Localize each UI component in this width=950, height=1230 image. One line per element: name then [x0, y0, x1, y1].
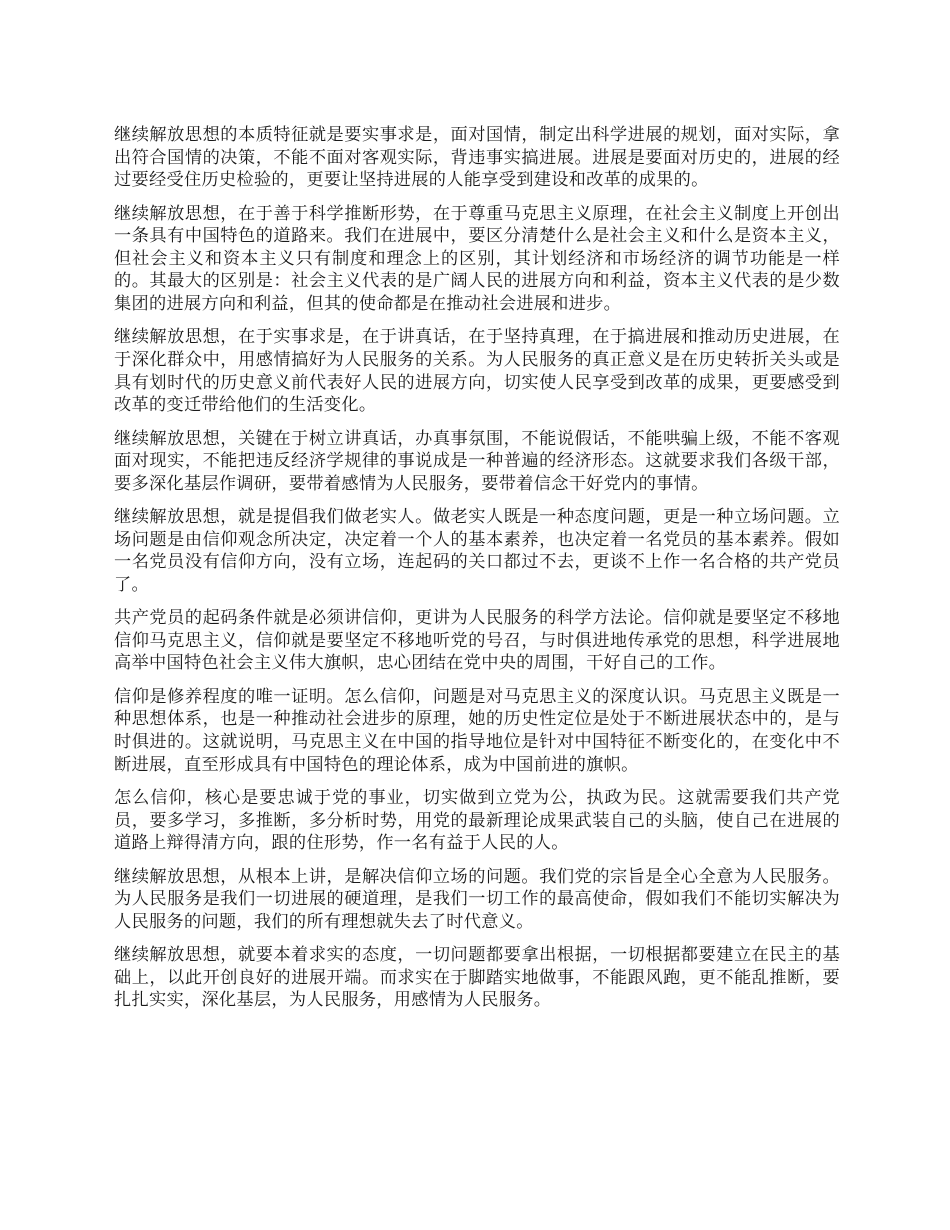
- document-body: [114, 124, 840, 1023]
- paragraph-1: 继续解放思想的本质特征就是要实事求是，面对国情，制定出科学进展的规划，面对实际，拿出符合国情的决策，不能不面对客观实际，背违事实搞进展。进展是要面对历史的，进展的经过要经受住历史检验的，更要让坚持进展的人能享受到建设和改革的成果的。: [114, 125, 840, 191]
- paragraph-3: 继续解放思想，在于实事求是，在于讲真话，在于坚持真理，在于搞进展和推动历史进展，在于深化群众中，用感情搞好为人民服务的关系。为人民服务的真正意义是在历史转折关头或是具有划时代的历史意义前代表好人民的进展方向，切实使人民享受到改革的成果，更要感受到改革的变迁带给他们的生活变化。: [114, 327, 840, 416]
- paragraph-5: 继续解放思想，就是提倡我们做老实人。做老实人既是一种态度问题，更是一种立场问题。立场问题是由信仰观念所决定，决定着一个人的基本素养，也决定着一名党员的基本素养。假如一名党员没有信仰方向，没有立场，连起码的关口都过不去，更谈不上作一名合格的共产党员了。: [114, 507, 840, 595]
- paragraph-8: 怎么信仰，核心是要忠诚于党的事业，切实做到立党为公，执政为民。这就需要我们共产党员，要多学习，多推断，多分析时势，用党的最新理论成果武装自己的头脑，使自己在进展的道路上辩得清方向，跟的住形势，作一名有益于人民的人。: [114, 788, 840, 854]
- paragraph-6: 共产党员的起码条件就是必须讲信仰，更讲为人民服务的科学方法论。信仰就是要坚定不移地信仰马克思主义，信仰就是要坚定不移地听党的号召，与时俱进地传承党的思想，科学进展地高举中国特色社会主义伟大旗帜，忠心团结在党中央的周围，干好自己的工作。: [114, 608, 840, 674]
- paragraph-9: 继续解放思想，从根本上讲，是解决信仰立场的问题。我们党的宗旨是全心全意为人民服务。为人民服务是我们一切进展的硬道理，是我们一切工作的最高使命，假如我们不能切实解决为人民服务的问题，我们的所有理想就失去了时代意义。: [114, 866, 840, 932]
- paragraph-10: 继续解放思想，就要本着求实的态度，一切问题都要拿出根据，一切根据都要建立在民主的基础上，以此开创良好的进展开端。而求实在于脚踏实地做事，不能跟风跑，更不能乱推断，要扎扎实实，深化基层，为人民服务，用感情为人民服务。: [114, 945, 840, 1011]
- paragraph-4: 继续解放思想，关键在于树立讲真话，办真事氛围，不能说假话，不能哄骗上级，不能不客观面对现实，不能把违反经济学规律的事说成是一种普遍的经济形态。这就要求我们各级干部，要多深化基层作调研，要带着感情为人民服务，要带着信念干好党内的事情。: [114, 428, 840, 494]
- paragraph-2: 继续解放思想，在于善于科学推断形势，在于尊重马克思主义原理，在社会主义制度上开创出一条具有中国特色的道路来。我们在进展中，要区分清楚什么是社会主义和什么是资本主义，但社会主义和资本主义只有制度和理念上的区别，其计划经济和市场经济的调节功能是一样的。其最大的区别是：社会主义代表的是广阔人民的进展方向和利益，资本主义代表的是少数集团的进展方向和利益，但其的使命都是在推动社会进展和进步。: [114, 203, 840, 314]
- paragraph-7: 信仰是修养程度的唯一证明。怎么信仰，问题是对马克思主义的深度认识。马克思主义既是一种思想体系，也是一种推动社会进步的原理，她的历史性定位是处于不断进展状态中的，是与时俱进的。这就说明，马克思主义在中国的指导地位是针对中国特征不断变化的，在变化中不断进展，直至形成具有中国特色的理论体系，成为中国前进的旗帜。: [114, 686, 840, 775]
